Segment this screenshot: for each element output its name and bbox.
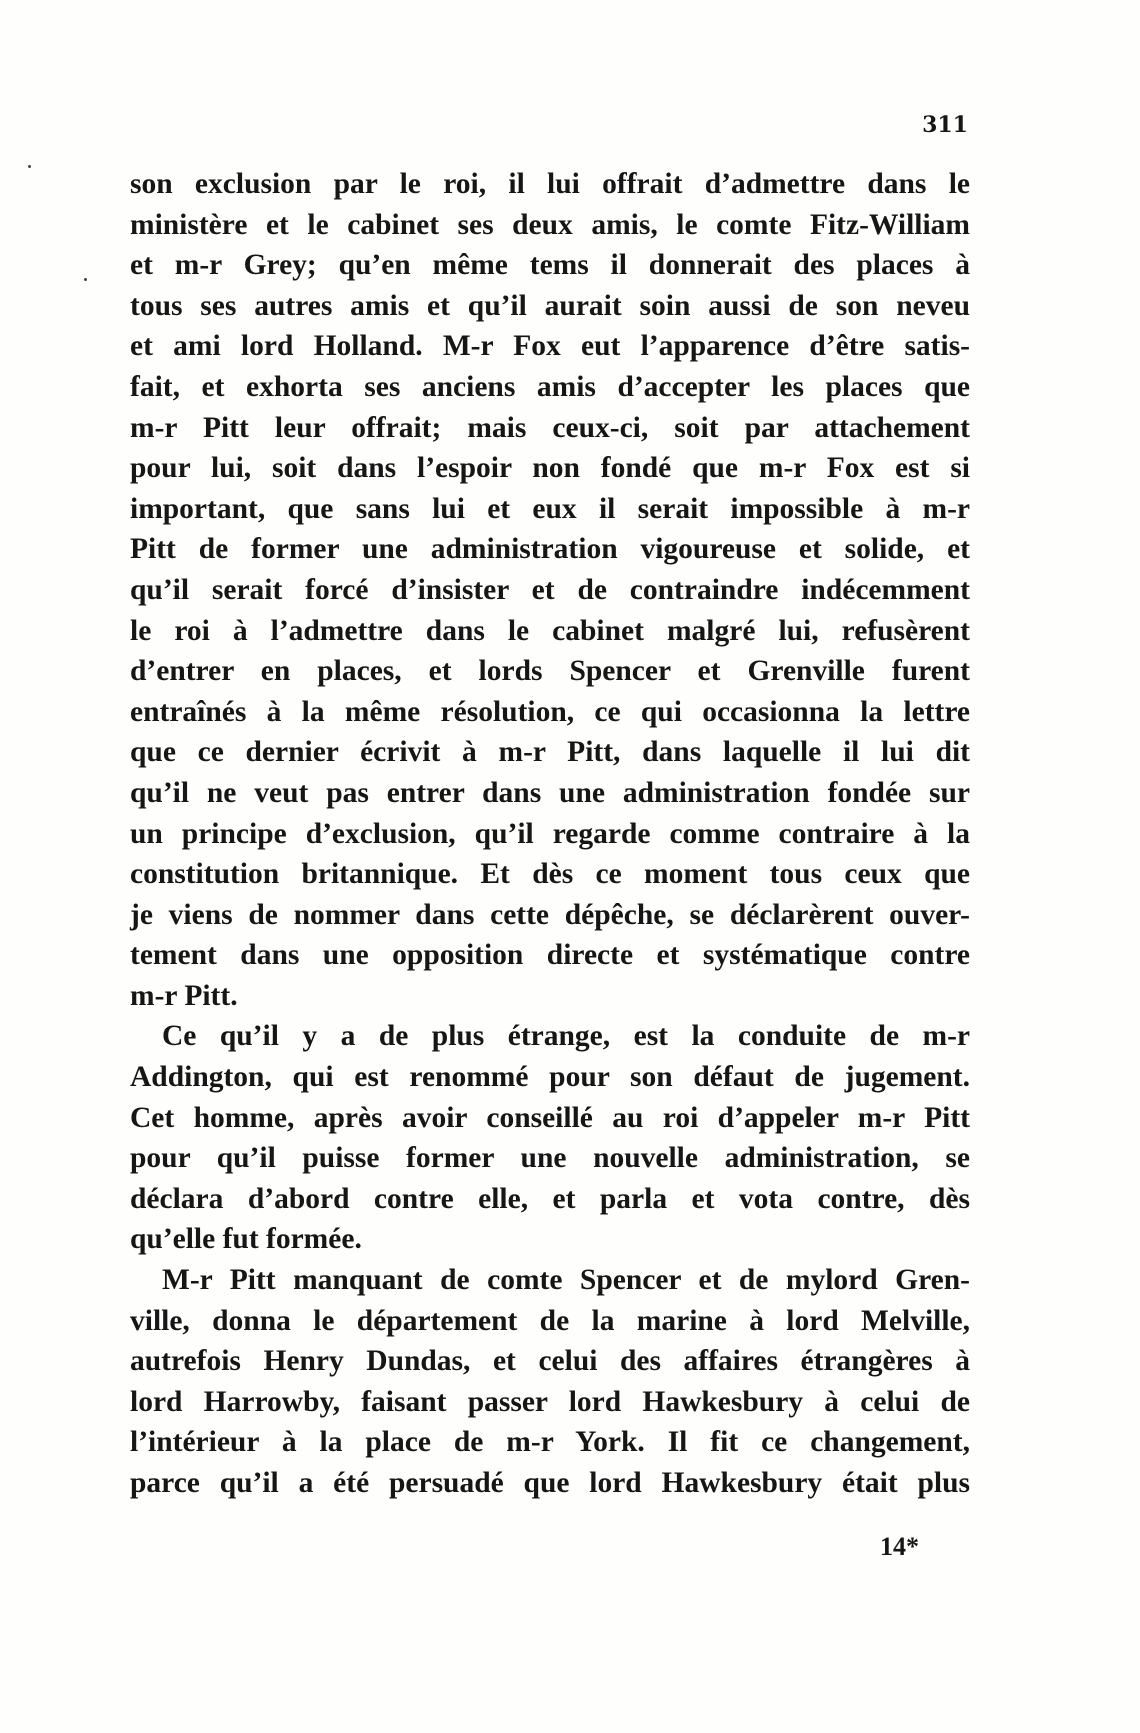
text-line: Ce qu’il y a de plus étrange, est la conduite de m-r <box>162 1020 970 1053</box>
scan-speck <box>84 278 87 281</box>
text-line: et ami lord Holland. M-r Fox eut l’apparence d’être satis- <box>130 330 970 363</box>
text-line: le roi à l’admettre dans le cabinet malgré lui, refusèrent <box>130 614 970 647</box>
text-line: tous ses autres amis et qu’il aurait soin aussi de son neveu <box>130 289 970 322</box>
text-line: ville, donna le département de la marine à lord Melville, <box>130 1304 970 1337</box>
text-line: constitution britannique. Et dès ce moment tous ceux que <box>130 858 970 891</box>
text-line: je viens de nommer dans cette dépêche, se déclarèrent ouver- <box>130 898 970 931</box>
text-line: l’intérieur à la place de m-r York. Il fit ce changement, <box>130 1426 970 1459</box>
page-number: 311 <box>922 112 968 138</box>
text-line: d’entrer en places, et lords Spencer et Grenville furent <box>130 655 970 688</box>
text-line: pour qu’il puisse former une nouvelle administration, se <box>130 1142 970 1175</box>
text-line: M-r Pitt manquant de comte Spencer et de mylord Gren- <box>162 1264 970 1297</box>
text-line: tement dans une opposition directe et systématique contre <box>130 939 970 972</box>
text-line: autrefois Henry Dundas, et celui des affaires étrangères à <box>130 1345 970 1378</box>
text-line: important, que sans lui et eux il serait impossible à m-r <box>130 492 970 525</box>
text-line: que ce dernier écrivit à m-r Pitt, dans laquelle il lui dit <box>130 736 970 769</box>
body-text <box>130 164 970 1504</box>
text-line: Pitt de former une administration vigoureuse et solide, et <box>130 533 970 566</box>
text-line: Addington, qui est renommé pour son défaut de jugement. <box>130 1061 970 1094</box>
text-line: qu’il ne veut pas entrer dans une administration fondée sur <box>130 776 970 809</box>
text-line: son exclusion par le roi, il lui offrait d’admettre dans le <box>130 168 970 200</box>
text-line: parce qu’il a été persuadé que lord Hawkesbury était plus <box>130 1467 970 1499</box>
text-line: déclara d’abord contre elle, et parla et vota contre, dès <box>130 1182 970 1215</box>
text-line: qu’il serait forcé d’insister et de contraindre indécemment <box>130 573 970 606</box>
paragraph-3 <box>130 1260 970 1504</box>
scan-speck <box>28 165 31 168</box>
text-line: m-r Pitt. <box>130 979 238 1012</box>
text-line: fait, et exhorta ses anciens amis d’accepter les places que <box>130 370 970 403</box>
text-line: Cet homme, après avoir conseillé au roi d’appeler m-r Pitt <box>130 1101 970 1134</box>
text-line: m-r Pitt leur offrait; mais ceux-ci, soit par attachement <box>130 411 970 444</box>
text-line: un principe d’exclusion, qu’il regarde comme contraire à la <box>130 817 970 850</box>
paragraph-1 <box>130 164 970 1016</box>
paragraph-2 <box>130 1016 970 1260</box>
text-line: et m-r Grey; qu’en même tems il donnerait des places à <box>130 249 970 282</box>
signature-mark: 14* <box>880 1532 919 1561</box>
text-line: ministère et le cabinet ses deux amis, le comte Fitz-William <box>130 208 970 241</box>
text-line: qu’elle fut formée. <box>130 1223 362 1256</box>
text-line: entraînés à la même résolution, ce qui occasionna la lettre <box>130 695 970 728</box>
text-line: lord Harrowby, faisant passer lord Hawkesbury à celui de <box>130 1385 970 1418</box>
text-line: pour lui, soit dans l’espoir non fondé que m-r Fox est si <box>130 452 970 485</box>
